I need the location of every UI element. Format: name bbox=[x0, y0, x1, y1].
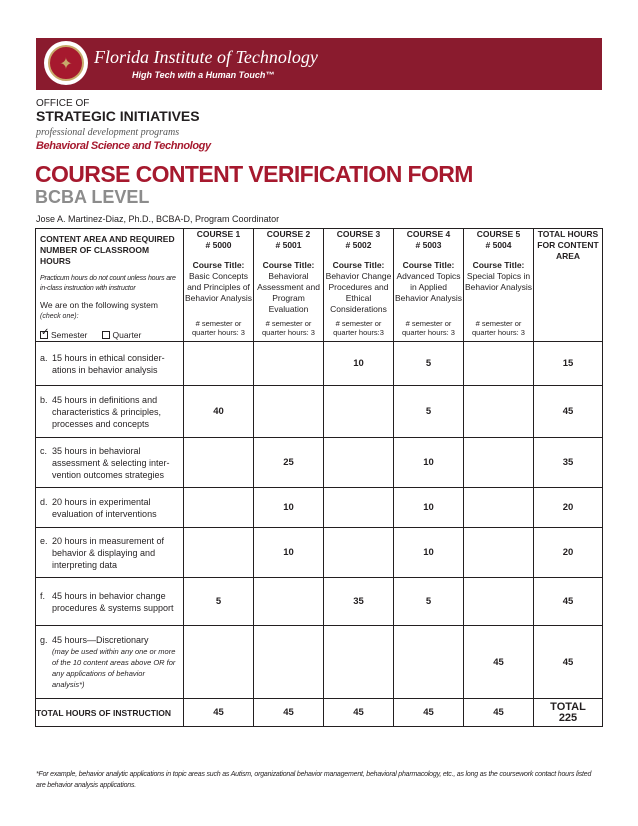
grand-total-label: TOTAL bbox=[550, 700, 586, 713]
course-number: # 5003 bbox=[415, 240, 442, 250]
office-of-label: OFFICE OF bbox=[36, 98, 90, 109]
content-area-header bbox=[36, 229, 184, 342]
table-row bbox=[36, 578, 603, 626]
form-level: BCBA LEVEL bbox=[35, 187, 150, 207]
total-row-label: TOTAL HOURS OF INSTRUCTION bbox=[36, 699, 184, 727]
row-total-cell: 35 bbox=[534, 438, 603, 488]
quarter-checkbox[interactable] bbox=[102, 331, 110, 339]
course-label: COURSE 4 bbox=[406, 229, 451, 239]
row-letter: f. bbox=[40, 590, 46, 601]
programs-label: professional development programs bbox=[36, 127, 180, 138]
semester-label: Semester bbox=[51, 330, 88, 340]
hours-cell bbox=[324, 528, 394, 578]
course-header-5 bbox=[464, 229, 534, 342]
department-label: Behavioral Science and Technology bbox=[36, 140, 211, 152]
course-number: # 5000 bbox=[205, 240, 232, 250]
course-number: # 5002 bbox=[345, 240, 372, 250]
row-text: 45 hours in definitions and characteristics & principles, processes and concepts bbox=[52, 394, 162, 429]
total-hours-title: TOTAL HOURS FOR CONTENT AREA bbox=[537, 229, 599, 261]
row-total-cell: 45 bbox=[534, 626, 603, 699]
row-text: 20 hours in experimental evaluation of interventions bbox=[52, 496, 157, 519]
hours-cell: 45 bbox=[464, 626, 534, 699]
course-title-label: Course Title: bbox=[332, 260, 385, 270]
institution-name: Florida Institute of Technology bbox=[94, 47, 318, 67]
hours-cell bbox=[184, 626, 254, 699]
hours-cell bbox=[324, 626, 394, 699]
row-total-cell: 45 bbox=[534, 386, 603, 438]
course-name: Behavior Change Procedures and Ethical Considerations bbox=[325, 271, 392, 314]
institution-tagline: High Tech with a Human Touch™ bbox=[132, 70, 275, 80]
hours-cell: 10 bbox=[394, 488, 464, 528]
hours-cell bbox=[464, 438, 534, 488]
hours-cell bbox=[254, 578, 324, 626]
content-hours-table bbox=[35, 228, 603, 727]
row-letter: b. bbox=[40, 394, 48, 405]
content-area-cell bbox=[36, 438, 184, 488]
content-area-cell bbox=[36, 528, 184, 578]
course-header-3 bbox=[324, 229, 394, 342]
table-row bbox=[36, 488, 603, 528]
row-letter: g. bbox=[40, 635, 48, 645]
course-name: Advanced Topics in Applied Behavior Analysis bbox=[394, 271, 463, 303]
hours-cell: 35 bbox=[324, 578, 394, 626]
course-hours-note: # semester or quarter hours: 3 bbox=[472, 319, 525, 337]
hours-cell bbox=[464, 488, 534, 528]
hours-cell bbox=[394, 626, 464, 699]
hours-cell bbox=[184, 438, 254, 488]
semester-checkbox[interactable] bbox=[40, 331, 48, 339]
table-row bbox=[36, 342, 603, 386]
hours-cell bbox=[324, 386, 394, 438]
course-name: Basic Concepts and Principles of Behavior Analysis bbox=[184, 271, 253, 303]
hours-cell: 10 bbox=[394, 438, 464, 488]
hours-cell bbox=[464, 342, 534, 386]
course-header-2 bbox=[254, 229, 324, 342]
hours-cell bbox=[184, 528, 254, 578]
total-course-3: 45 bbox=[324, 699, 394, 727]
hours-cell: 40 bbox=[184, 386, 254, 438]
row-total-cell: 20 bbox=[534, 528, 603, 578]
office-name: STRATEGIC INITIATIVES bbox=[36, 108, 200, 124]
table-row bbox=[36, 528, 603, 578]
hours-cell bbox=[464, 386, 534, 438]
content-area-cell bbox=[36, 342, 184, 386]
hours-cell: 10 bbox=[254, 528, 324, 578]
course-header-1 bbox=[184, 229, 254, 342]
check-one-note: (check one): bbox=[40, 313, 79, 320]
row-note: (may be used within any one or more of the 10 content areas above OR for any applications of behavior analysis*) bbox=[52, 647, 176, 689]
course-title-label: Course Title: bbox=[192, 260, 245, 270]
row-total-cell: 15 bbox=[534, 342, 603, 386]
course-hours-note: # semester or quarter hours:3 bbox=[333, 319, 384, 337]
hours-cell: 5 bbox=[184, 578, 254, 626]
course-label: COURSE 3 bbox=[336, 229, 381, 239]
hours-cell: 10 bbox=[324, 342, 394, 386]
row-text: 45 hours in behavior change procedures & systems support bbox=[52, 590, 174, 613]
course-title-label: Course Title: bbox=[402, 260, 455, 270]
course-number: # 5004 bbox=[485, 240, 512, 250]
course-name: Behavioral Assessment and Program Evaluation bbox=[257, 271, 320, 314]
content-area-cell bbox=[36, 578, 184, 626]
table-row bbox=[36, 438, 603, 488]
row-total-cell: 20 bbox=[534, 488, 603, 528]
hours-cell bbox=[254, 386, 324, 438]
total-course-1: 45 bbox=[184, 699, 254, 727]
row-letter: e. bbox=[40, 535, 48, 546]
course-name: Special Topics in Behavior Analysis bbox=[464, 271, 533, 292]
row-text: 20 hours in measurement of behavior & displaying and interpreting data bbox=[52, 535, 165, 570]
table-header-row bbox=[36, 229, 603, 342]
practicum-note: Practicum hours do not count unless hours are in-class instruction with instructor bbox=[40, 275, 176, 292]
total-course-2: 45 bbox=[254, 699, 324, 727]
hours-cell bbox=[324, 438, 394, 488]
seal-icon: ✦ bbox=[44, 41, 88, 85]
hours-cell: 5 bbox=[394, 386, 464, 438]
course-hours-note: # semester or quarter hours: 3 bbox=[402, 319, 455, 337]
total-course-5: 45 bbox=[464, 699, 534, 727]
total-hours-header bbox=[534, 229, 603, 342]
course-number: # 5001 bbox=[275, 240, 302, 250]
footnote: *For example, behavior analytic applications in topic areas such as Autism, organizational behavior management, behavioral pharmacology, etc., as long as the coursework contact hours listed are behavior analysis applications. bbox=[36, 771, 592, 789]
hours-cell: 5 bbox=[394, 342, 464, 386]
content-area-cell bbox=[36, 626, 184, 699]
row-letter: d. bbox=[40, 496, 48, 507]
total-row bbox=[36, 699, 603, 727]
table-row bbox=[36, 386, 603, 438]
course-hours-note: # semester or quarter hours: 3 bbox=[262, 319, 315, 337]
hours-cell bbox=[254, 342, 324, 386]
hours-cell: 10 bbox=[394, 528, 464, 578]
row-text: 15 hours in ethical consider-ations in behavior analysis bbox=[52, 352, 165, 375]
row-text: 45 hours—Discretionary bbox=[52, 635, 149, 645]
hours-cell bbox=[184, 488, 254, 528]
course-title-label: Course Title: bbox=[262, 260, 315, 270]
system-options bbox=[40, 330, 179, 341]
hours-cell: 10 bbox=[254, 488, 324, 528]
course-header-4 bbox=[394, 229, 464, 342]
row-letter: c. bbox=[40, 445, 48, 456]
total-course-4: 45 bbox=[394, 699, 464, 727]
hours-cell bbox=[254, 626, 324, 699]
course-label: COURSE 2 bbox=[266, 229, 311, 239]
grand-total-cell bbox=[534, 699, 603, 727]
content-area-cell bbox=[36, 386, 184, 438]
course-label: COURSE 1 bbox=[196, 229, 241, 239]
hours-cell bbox=[324, 488, 394, 528]
content-area-cell bbox=[36, 488, 184, 528]
form-title: COURSE CONTENT VERIFICATION FORM bbox=[35, 161, 473, 187]
table-row bbox=[36, 626, 603, 699]
row-text: 35 hours in behavioral assessment & selecting inter-vention outcomes strategies bbox=[52, 445, 170, 480]
quarter-label: Quarter bbox=[112, 330, 142, 340]
course-title-label: Course Title: bbox=[472, 260, 525, 270]
coordinator-line: Jose A. Martinez-Diaz, Ph.D., BCBA-D, Program Coordinator bbox=[36, 214, 280, 224]
content-area-title: CONTENT AREA AND REQUIRED NUMBER OF CLASSROOM HOURS bbox=[40, 234, 175, 266]
hours-cell bbox=[464, 578, 534, 626]
header-banner bbox=[36, 38, 602, 90]
hours-cell bbox=[184, 342, 254, 386]
system-label: We are on the following system bbox=[40, 300, 158, 310]
hours-cell bbox=[464, 528, 534, 578]
course-hours-note: # semester or quarter hours: 3 bbox=[192, 319, 245, 337]
row-letter: a. bbox=[40, 352, 48, 363]
course-label: COURSE 5 bbox=[476, 229, 521, 239]
hours-cell: 25 bbox=[254, 438, 324, 488]
row-total-cell: 45 bbox=[534, 578, 603, 626]
grand-total-value: 225 bbox=[558, 711, 578, 724]
hours-cell: 5 bbox=[394, 578, 464, 626]
